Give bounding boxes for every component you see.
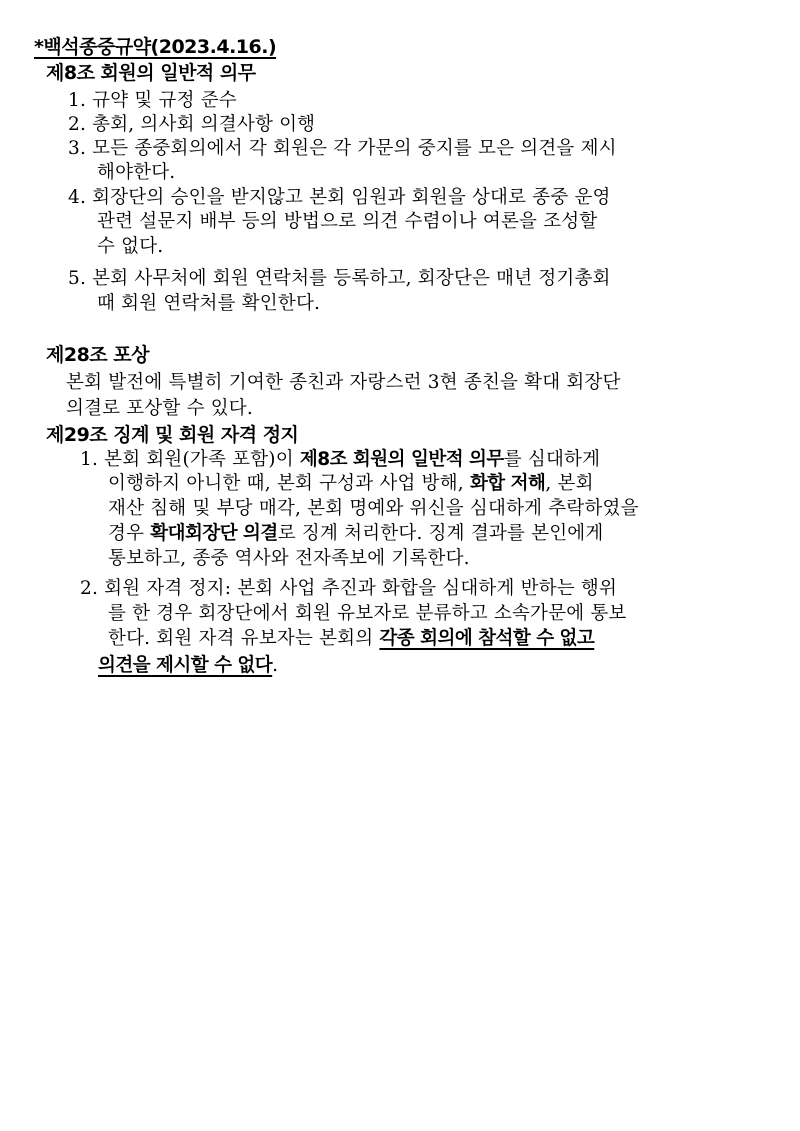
article-8-item-5-cont: 때 회원 연락처를 확인한다. [97, 293, 321, 314]
article-29-item-2-line-2: 를 한 경우 회장단에서 회원 유보자로 분류하고 소속가문에 통보 [108, 603, 627, 624]
article-8-item-1: 1. 규약 및 규정 준수 [68, 90, 237, 111]
document-title: *백석종중규약(2023.4.16.) [34, 36, 277, 58]
article-29-item-1-line-3: 재산 침해 및 부당 매각, 본회 명예와 위신을 심대하게 추락하였을 [108, 498, 639, 519]
article-29-item-1-line-1: 1. 본회 회원(가족 포함)이 제8조 회원의 일반적 의무를 심대하게 [80, 449, 601, 470]
no-opinion-emphasis: 의견을 제시할 수 없다 [98, 655, 273, 676]
article-29-item-1-line-4: 경우 확대회장단 의결로 징계 처리한다. 징계 결과를 본인에게 [108, 523, 604, 544]
article-29-item-2-line-3: 한다. 회원 자격 유보자는 본회의 각종 회의에 참석할 수 없고 [108, 628, 595, 649]
article-8-reference: 제8조 회원의 일반적 의무 [299, 449, 504, 470]
harmony-obstruction-emphasis: 화합 저해 [469, 473, 546, 494]
article-8-item-4-cont-2: 수 없다. [97, 236, 164, 257]
article-8-heading: 제8조 회원의 일반적 의무 [46, 62, 256, 84]
article-29-item-2-line-1: 2. 회원 자격 정지: 본회 사업 추진과 화합을 심대하게 반하는 행위 [80, 578, 618, 599]
article-8-item-2: 2. 총회, 의사회 의결사항 이행 [68, 114, 316, 135]
article-28-heading: 제28조 포상 [46, 344, 149, 366]
expanded-board-resolution-emphasis: 확대회장단 의결 [150, 523, 278, 544]
article-8-item-4: 4. 회장단의 승인을 받지않고 본회 임원과 회원을 상대로 종중 운영 [68, 187, 611, 208]
article-8-item-3: 3. 모든 종중회의에서 각 회원은 각 가문의 중지를 모은 의견을 제시 [68, 138, 617, 159]
article-28-line-1: 본회 발전에 특별히 기여한 종친과 자랑스런 3현 종친을 확대 회장단 [66, 372, 621, 393]
meeting-exclusion-emphasis: 각종 회의에 참석할 수 없고 [379, 628, 595, 649]
article-29-heading: 제29조 징계 및 회원 자격 정지 [46, 424, 299, 446]
article-29-item-1-line-2: 이행하지 아니한 때, 본회 구성과 사업 방해, 화합 저해, 본회 [108, 473, 594, 494]
article-29-item-2-line-4: 의견을 제시할 수 없다. [98, 655, 279, 676]
article-28-line-2: 의결로 포상할 수 있다. [66, 398, 253, 419]
article-8-item-4-cont-1: 관련 설문지 배부 등의 방법으로 의견 수렴이나 여론을 조성할 [97, 211, 598, 232]
article-8-item-3-cont: 해야한다. [97, 162, 176, 183]
article-8-item-5: 5. 본회 사무처에 회원 연락처를 등록하고, 회장단은 매년 정기총회 [68, 268, 611, 289]
article-29-item-1-line-5: 통보하고, 종중 역사와 전자족보에 기록한다. [108, 548, 470, 569]
